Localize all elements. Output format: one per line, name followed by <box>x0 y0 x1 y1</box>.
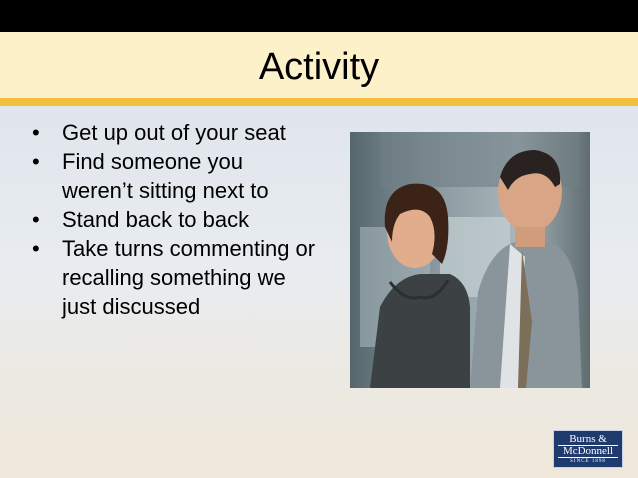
bullet-text: Find someone you weren’t sitting next to <box>62 149 269 203</box>
logo-line1: Burns & <box>569 433 607 445</box>
bullet-item <box>26 147 316 205</box>
bullet-text: Take turns commenting or recalling something we just discussed <box>62 236 316 319</box>
bullet-item <box>26 205 316 234</box>
logo-line2: McDonnell <box>558 445 618 458</box>
bullet-icon: • <box>32 207 40 232</box>
photo-illustration <box>350 132 590 388</box>
gold-divider <box>0 98 638 106</box>
bullet-text: Stand back to back <box>62 207 250 232</box>
bullet-icon: • <box>32 120 40 145</box>
bullet-list <box>26 118 316 321</box>
burns-mcdonnell-logo <box>553 430 623 468</box>
bullet-item <box>26 118 316 147</box>
bullet-icon: • <box>32 149 40 174</box>
top-black-bar <box>0 0 638 32</box>
logo-line3: SINCE 1898 <box>570 459 606 464</box>
bullet-text: Get up out of your seat <box>62 120 286 145</box>
bullet-item <box>26 234 316 321</box>
slide-title: Activity <box>258 46 380 88</box>
bullet-icon: • <box>32 236 40 261</box>
people-back-to-back-photo <box>350 132 590 388</box>
